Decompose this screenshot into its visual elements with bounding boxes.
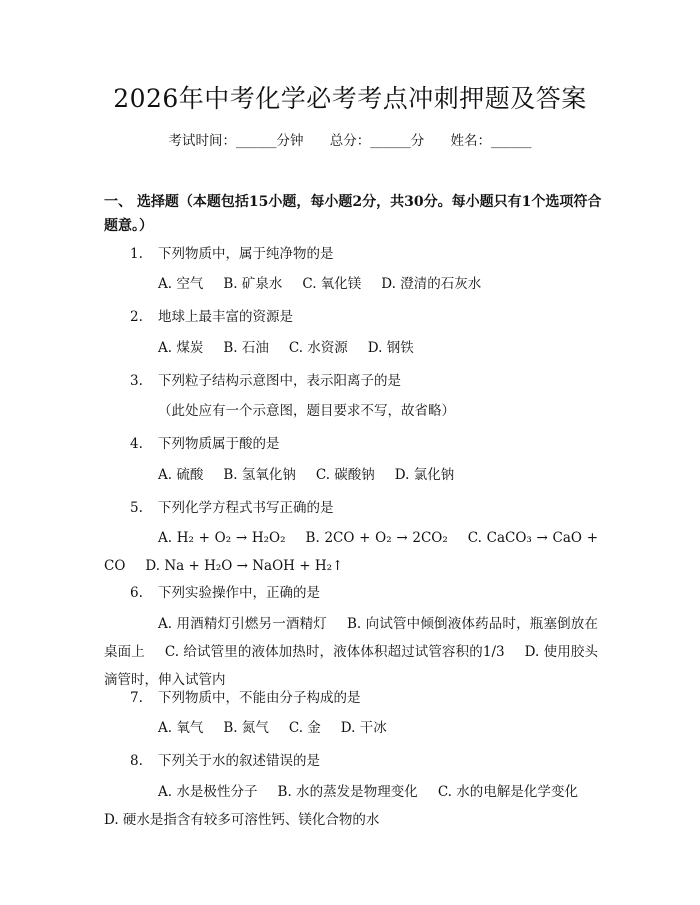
question-number: 7.: [130, 690, 143, 706]
option-b: B. 2CO + O₂ → 2CO₂: [305, 530, 448, 546]
total-score-field: 总分：______分: [329, 133, 425, 149]
question-stem: 下列实验操作中，正确的是: [158, 585, 320, 601]
question-2: [130, 306, 600, 328]
option-a: A. 用酒精灯引燃另一酒精灯: [158, 616, 327, 632]
question-3: [130, 370, 600, 392]
option-c: C. 给试管里的液体加热时，液体体积超过试管容积的1/3: [164, 644, 505, 660]
question-1-options: [104, 270, 598, 298]
option-a: A. 氧气: [158, 720, 204, 736]
question-7: [130, 687, 600, 709]
question-8: [130, 750, 600, 772]
question-stem: 下列粒子结构示意图中，表示阳离子的是: [158, 373, 401, 389]
question-number: 2.: [130, 309, 143, 325]
question-5-options: [104, 524, 598, 580]
question-3-note: [104, 397, 598, 425]
question-2-options: [104, 334, 598, 362]
exam-meta: [0, 131, 700, 151]
option-d: D. 干冰: [340, 720, 387, 736]
question-stem: 地球上最丰富的资源是: [158, 309, 293, 325]
question-stem: 下列物质中，不能由分子构成的是: [158, 690, 361, 706]
question-number: 3.: [130, 373, 143, 389]
question-5: [130, 497, 600, 519]
question-stem: 下列物质中，属于纯净物的是: [158, 246, 334, 262]
option-b: B. 石油: [223, 340, 269, 356]
option-b: B. 氮气: [223, 720, 269, 736]
question-6-options: [104, 610, 598, 694]
option-b: B. 氢氧化钠: [223, 467, 296, 483]
option-c: C. 氧化镁: [302, 276, 362, 292]
question-stem: 下列化学方程式书写正确的是: [158, 500, 334, 516]
option-c: C. 水的电解是化学变化: [437, 784, 578, 800]
question-6: [130, 582, 600, 604]
question-number: 4.: [130, 436, 143, 452]
question-7-options: [104, 714, 598, 742]
section-heading: 一、 选择题（本题包括15小题，每小题2分，共30分。每小题只有1个选项符合题意。）: [104, 194, 602, 234]
option-a: A. H₂ + O₂ → H₂O₂: [158, 530, 286, 546]
question-stem: 下列关于水的叙述错误的是: [158, 753, 320, 769]
question-stem: 下列物质属于酸的是: [158, 436, 280, 452]
option-c: C. CaCO₃ → CaO + CO: [104, 530, 599, 574]
question-4: [130, 433, 600, 455]
question-number: 1.: [130, 246, 143, 262]
option-d: D. 澄清的石灰水: [381, 276, 482, 292]
question-1: [130, 243, 600, 265]
question-4-options: [104, 461, 598, 489]
option-a: A. 空气: [158, 276, 204, 292]
question-number: 6.: [130, 585, 143, 601]
option-d: D. 使用胶头滴管时，伸入试管内: [104, 644, 598, 688]
omitted-figure-note: （此处应有一个示意图，题目要求不写，故省略）: [158, 403, 455, 419]
option-b: B. 向试管中倾倒液体药品时，瓶塞倒放在桌面上: [104, 616, 598, 660]
question-number: 8.: [130, 753, 143, 769]
option-a: A. 水是极性分子: [158, 784, 258, 800]
option-d: D. 硬水是指含有较多可溶性钙、镁化合物的水: [104, 812, 380, 828]
question-number: 5.: [130, 500, 143, 516]
page-title: 2026年中考化学必考考点冲刺押题及答案: [113, 84, 587, 113]
option-b: B. 矿泉水: [223, 276, 283, 292]
option-d: D. 钢铁: [367, 340, 414, 356]
option-a: A. 硫酸: [158, 467, 204, 483]
option-d: D. Na + H₂O → NaOH + H₂↑: [145, 558, 344, 574]
option-c: C. 金: [288, 720, 321, 736]
option-b: B. 水的蒸发是物理变化: [277, 784, 418, 800]
exam-time-field: 考试时间：______分钟: [168, 133, 304, 149]
student-name-field: 姓名：______: [450, 133, 532, 149]
option-c: C. 水资源: [288, 340, 348, 356]
option-d: D. 氯化钠: [394, 467, 455, 483]
option-a: A. 煤炭: [158, 340, 204, 356]
question-8-options: [104, 778, 598, 834]
option-c: C. 碳酸钠: [315, 467, 375, 483]
